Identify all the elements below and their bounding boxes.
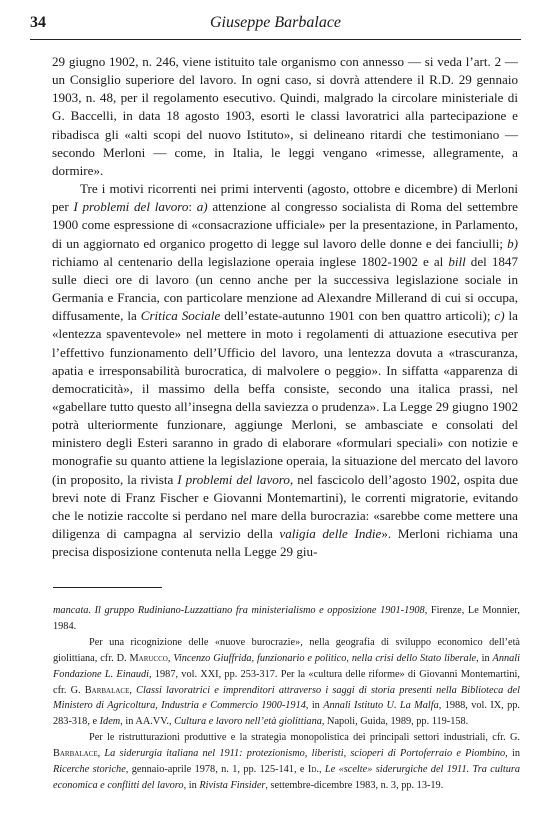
paragraph: 29 giugno 1902, n. 246, viene istituito tale organismo con annesso — si veda l’art. 2 — un Consiglio superiore del lavoro. In ogni caso, si dovrà attendere il R.D. 29 gennaio 1903, n. 48, per il regolamento esecutivo. Quindi, malgrado la circolare ministeriale di G. Baccelli, in data 18 agosto 1903, esorti le classi lavoratrici alla partecipazione e ribadisca gli «alti scopi del nuovo Istituto», si delineano ritardi che testimoniano — secondo Merloni — come, in Italia, le leggi vengano «rimesse, allegramente, a dormire». bbox=[52, 54, 518, 178]
text-run: , bbox=[97, 748, 105, 760]
text-run: , bbox=[167, 652, 174, 664]
text-run: Per le ristrutturazioni produttive e la strategia monopolistica dei principali settori industriali, cfr. G. bbox=[89, 732, 520, 744]
text-run: ». Merloni richiama una precisa disposizione contenuta nella Legge 29 giu- bbox=[52, 526, 518, 560]
text-run: Per una ricognizione delle «nuove burocrazie», nella geografia di sviluppo economico dell’età giolittiana, cfr. D. bbox=[53, 636, 520, 664]
italic-text: Cultura e lavoro nell’età giolittiana bbox=[174, 716, 322, 728]
text-run: , nel fascicolo dell’agosto 1902, ospita due brevi note di Franz Fischer e Giovanni Montemartini), le correnti migratorie, evitando che le notizie raccolte si perdano nel mare della burocrazia: «sarebbe come mettere una diligenza di campagna al servizio della bbox=[52, 471, 519, 542]
text-run: del 1847 sulle dieci ore di lavoro (un cenno anche per la successiva legislazione sociale in Germania e Francia, con particolare menzione ad Alexandre Millerand di cui si occupa, diffusamente, la bbox=[52, 253, 519, 324]
italic-text: Annali Fondazione L. Einaudi bbox=[53, 652, 520, 680]
page-number: 34 bbox=[30, 14, 46, 31]
italic-text: bill bbox=[448, 253, 466, 269]
footnotes bbox=[53, 603, 520, 794]
text-run: , Napoli, Guida, 1989, pp. 119-158. bbox=[321, 716, 469, 728]
text-run: , in bbox=[305, 700, 324, 712]
italic-text: valigia delle Indie bbox=[279, 526, 382, 542]
italic-text: Annali Istituto U. La Malfa bbox=[323, 700, 439, 712]
text-run: richiamo al centenario della legislazione operaia inglese 1802-1902 e al bbox=[52, 253, 449, 269]
text-run: , 1988, vol. IX, pp. 283-318, e bbox=[53, 700, 520, 728]
italic-text: La siderurgia italiana nel 1911: protezionismo, liberisti, scioperi di Portoferraio e Piombino bbox=[104, 748, 506, 760]
text-run: : bbox=[188, 199, 197, 215]
italic-text: Idem bbox=[99, 716, 121, 728]
text-run: , 1987, vol. XXI, pp. 253-317. Per la «cultura delle riforme» di Giovanni Montemartini, cfr. G. bbox=[53, 668, 520, 696]
paragraph bbox=[52, 180, 518, 561]
header-rule bbox=[30, 39, 521, 40]
text-run: , in bbox=[476, 652, 493, 664]
author-name: Barbalace bbox=[53, 748, 98, 760]
text-run: , in bbox=[183, 779, 200, 791]
footnote bbox=[53, 635, 520, 730]
author-name: Barbalace bbox=[84, 684, 130, 696]
italic-text: I problemi del lavoro bbox=[177, 471, 290, 487]
italic-text: Vincenzo Giuffrida, funzionario e politico, nella crisi dello Stato liberale bbox=[173, 652, 477, 664]
italic-text: c) bbox=[494, 308, 505, 324]
page-header bbox=[30, 14, 521, 36]
text-run: , in AA.VV., bbox=[120, 716, 175, 728]
footnote bbox=[53, 730, 520, 794]
author-name: Id. bbox=[307, 764, 319, 776]
text-run: attenzione al congresso socialista di Roma del settembre 1900 come espressione di «consacrazione ufficiale» per la presentazione, in Parlamento, di un aggiornato ed organico progetto di legge sul lavoro delle donne e dei fanciulli; bbox=[52, 199, 518, 251]
text-run: , settembre-dicembre 1983, n. 3, pp. 13-19. bbox=[265, 779, 444, 791]
italic-text: mancata. Il gruppo Rudiniano-Luzzattiano fra ministerialismo e opposizione 1901-1908 bbox=[53, 605, 425, 616]
italic-text: a) bbox=[196, 199, 208, 215]
text-run: dell’estate-autunno 1901 con ben quattro articoli); bbox=[220, 308, 495, 324]
text-run: , in bbox=[505, 748, 520, 760]
text-run: , Firenze, Le Monnier, 1984. bbox=[53, 605, 520, 632]
italic-text: Classi lavoratrici e imprenditori attraverso i saggi di storia presenti nella Biblioteca del Ministero di Agricoltura, Industria e Commercio 1900-1914 bbox=[53, 684, 520, 712]
italic-text: Ricerche storiche bbox=[53, 764, 126, 776]
italic-text: Rivista Finsider bbox=[199, 779, 266, 791]
italic-text: b) bbox=[507, 235, 518, 251]
text-run: Tre i motivi ricorrenti nei primi interventi (agosto, ottobre e dicembre) di Merloni per bbox=[52, 181, 518, 215]
italic-text: Critica Sociale bbox=[140, 308, 221, 324]
footnote-separator bbox=[53, 587, 162, 588]
text-run: , bbox=[318, 764, 325, 776]
author-name: Marucco bbox=[129, 652, 168, 664]
text-run: , bbox=[129, 684, 137, 696]
italic-text: Le «scelte» siderurgiche del 1911. Tra cultura economica e conflitti del lavoro bbox=[53, 764, 520, 791]
body-text bbox=[52, 53, 518, 561]
text-run: la «lentezza spaventevole» nel mettere in moto i regolamenti di attuazione esecutiva per l’effettivo funzionamento dell’Ufficio del lavoro, una lentezza dovuta a «trascuranza, apatia e irresponsabilità burocratica, di malvolere o peggio». In siffatta «apparenza di democraticità», il massimo della beffa consiste, secondo una italica prassi, nel «gabellare tutto questo all’insegna della saviezza o prudenza». La Legge 29 giugno 1902 potrà ulteriormente funzionare, aggiunge Merloni, se ambasciate e consolati del ministero degli Esteri saranno in grado di elaborare «formulari speciali» con notizie e monografie su quanto attiene la legislazione operaia, la situazione del mercato del lavoro (in proposito, la rivista bbox=[52, 308, 518, 487]
running-title: Giuseppe Barbalace bbox=[209, 14, 342, 31]
text-run: , gennaio-aprile 1978, n. 1, pp. 125-141, e bbox=[125, 764, 308, 776]
italic-text: I problemi del lavoro bbox=[73, 199, 189, 215]
footnote bbox=[53, 603, 520, 635]
